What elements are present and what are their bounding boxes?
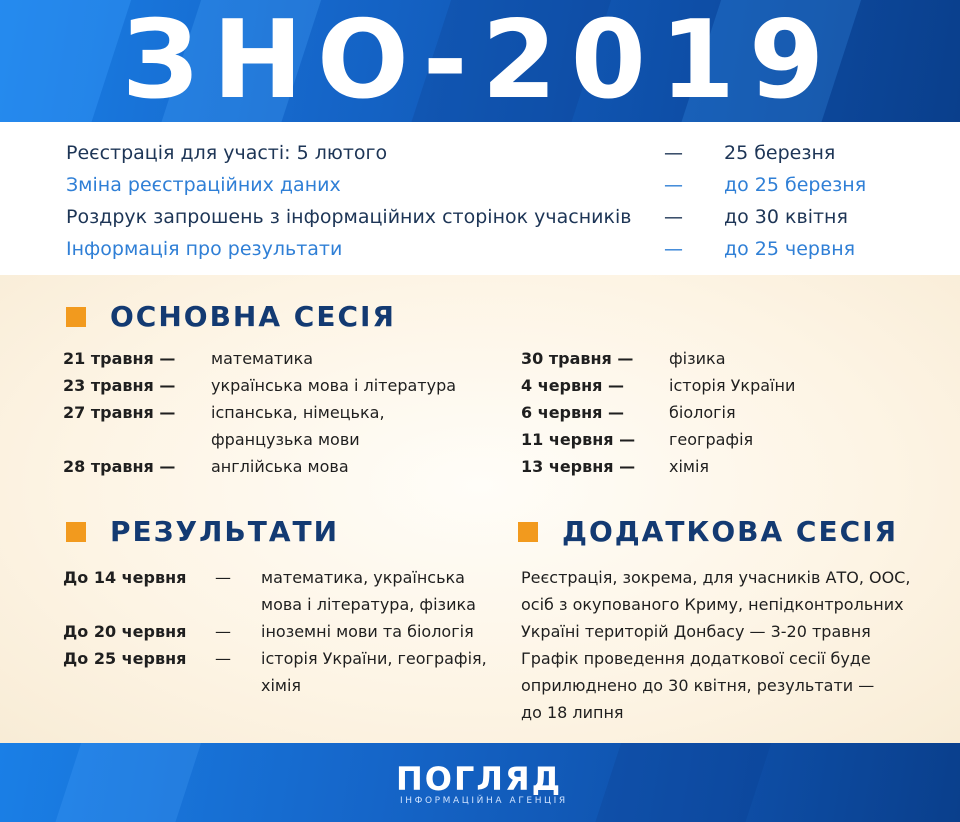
exam-subject: французька мови	[211, 430, 360, 449]
exam-subject: англійська мова	[211, 457, 349, 476]
registration-label: Інформація про результати	[66, 238, 343, 260]
schedule-body	[0, 275, 960, 743]
exam-subject: математика	[211, 349, 314, 368]
exam-subject: географія	[669, 430, 754, 449]
exam-date: 28 травня —	[63, 457, 176, 476]
result-text: мова і література, фізика	[261, 595, 476, 614]
result-row	[63, 618, 474, 645]
extra-session-line: Графік проведення додаткової сесії буде	[521, 649, 871, 668]
exam-date: 23 травня —	[63, 376, 176, 395]
dash: —	[215, 649, 231, 668]
dash: —	[664, 142, 683, 164]
result-text: хімія	[261, 676, 302, 695]
registration-date: до 25 червня	[724, 238, 856, 260]
extra-session-line: оприлюднено до 30 квітня, результати —	[521, 676, 875, 695]
registration-label: Зміна реєстраційних даних	[66, 174, 341, 196]
extra-session-line: Реєстрація, зокрема, для учасників АТО, ООС,	[521, 568, 911, 587]
header-banner	[0, 0, 960, 122]
exam-row	[521, 453, 710, 480]
exam-date: 6 червня —	[521, 403, 625, 422]
extra-session-title: ДОДАТКОВА СЕСІЯ	[562, 515, 899, 548]
exam-row	[63, 372, 457, 399]
dash: —	[664, 206, 683, 228]
exam-row	[521, 345, 726, 372]
exam-row	[521, 372, 796, 399]
dash: —	[664, 174, 683, 196]
exam-row	[63, 345, 314, 372]
results-title: РЕЗУЛЬТАТИ	[110, 515, 340, 548]
result-row	[63, 564, 465, 591]
registration-date: до 25 березня	[724, 174, 867, 196]
footer-banner	[0, 743, 960, 822]
exam-subject: історія України	[669, 376, 796, 395]
result-row	[63, 645, 487, 672]
exam-date: 27 травня —	[63, 403, 176, 422]
exam-date: 21 травня —	[63, 349, 176, 368]
exam-subject: фізика	[669, 349, 726, 368]
registration-date: до 30 квітня	[724, 206, 848, 228]
dash: —	[664, 238, 683, 260]
decor-stripe	[32, 743, 207, 822]
result-date: До 25 червня	[63, 649, 187, 668]
exam-row	[63, 453, 349, 480]
exam-subject: біологія	[669, 403, 736, 422]
exam-date: 13 червня —	[521, 457, 636, 476]
page-title: ЗНО-2019	[121, 0, 839, 122]
result-date: До 20 червня	[63, 622, 187, 641]
dash: —	[215, 622, 231, 641]
orange-square-icon	[66, 522, 86, 542]
orange-square-icon	[518, 522, 538, 542]
extra-session-line: осіб з окупованого Криму, непідконтрольних	[521, 595, 904, 614]
exam-date: 11 червня —	[521, 430, 636, 449]
exam-subject: іспанська, німецька,	[211, 403, 385, 422]
extra-session-line: до 18 липня	[521, 703, 624, 722]
orange-square-icon	[66, 307, 86, 327]
result-text: математика, українська	[261, 568, 465, 587]
result-date: До 14 червня	[63, 568, 187, 587]
brand-tagline: ІНФОРМАЦІЙНА АГЕНЦІЯ	[400, 796, 568, 806]
registration-label: Реєстрація для участі: 5 лютого	[66, 142, 388, 164]
exam-subject: українська мова і література	[211, 376, 457, 395]
registration-row	[0, 233, 960, 265]
registration-row	[0, 201, 960, 233]
main-session-title: ОСНОВНА СЕСІЯ	[110, 300, 396, 333]
registration-label: Роздрук запрошень з інформаційних сторінок учасників	[66, 206, 632, 228]
extra-session-line: Україні територій Донбасу — 3-20 травня	[521, 622, 871, 641]
registration-row	[0, 169, 960, 201]
exam-row	[521, 399, 736, 426]
registration-date: 25 березня	[724, 142, 836, 164]
dash: —	[215, 568, 231, 587]
exam-subject: хімія	[669, 457, 710, 476]
decor-stripe	[572, 743, 777, 822]
result-text: історія України, географія,	[261, 649, 487, 668]
registration-row	[0, 137, 960, 169]
exam-row	[63, 399, 385, 426]
registration-block	[0, 122, 960, 275]
exam-row	[521, 426, 754, 453]
exam-date: 4 червня —	[521, 376, 625, 395]
exam-date: 30 травня —	[521, 349, 634, 368]
result-text: іноземні мови та біологія	[261, 622, 474, 641]
brand-logo: ПОГЛЯД	[396, 760, 563, 798]
